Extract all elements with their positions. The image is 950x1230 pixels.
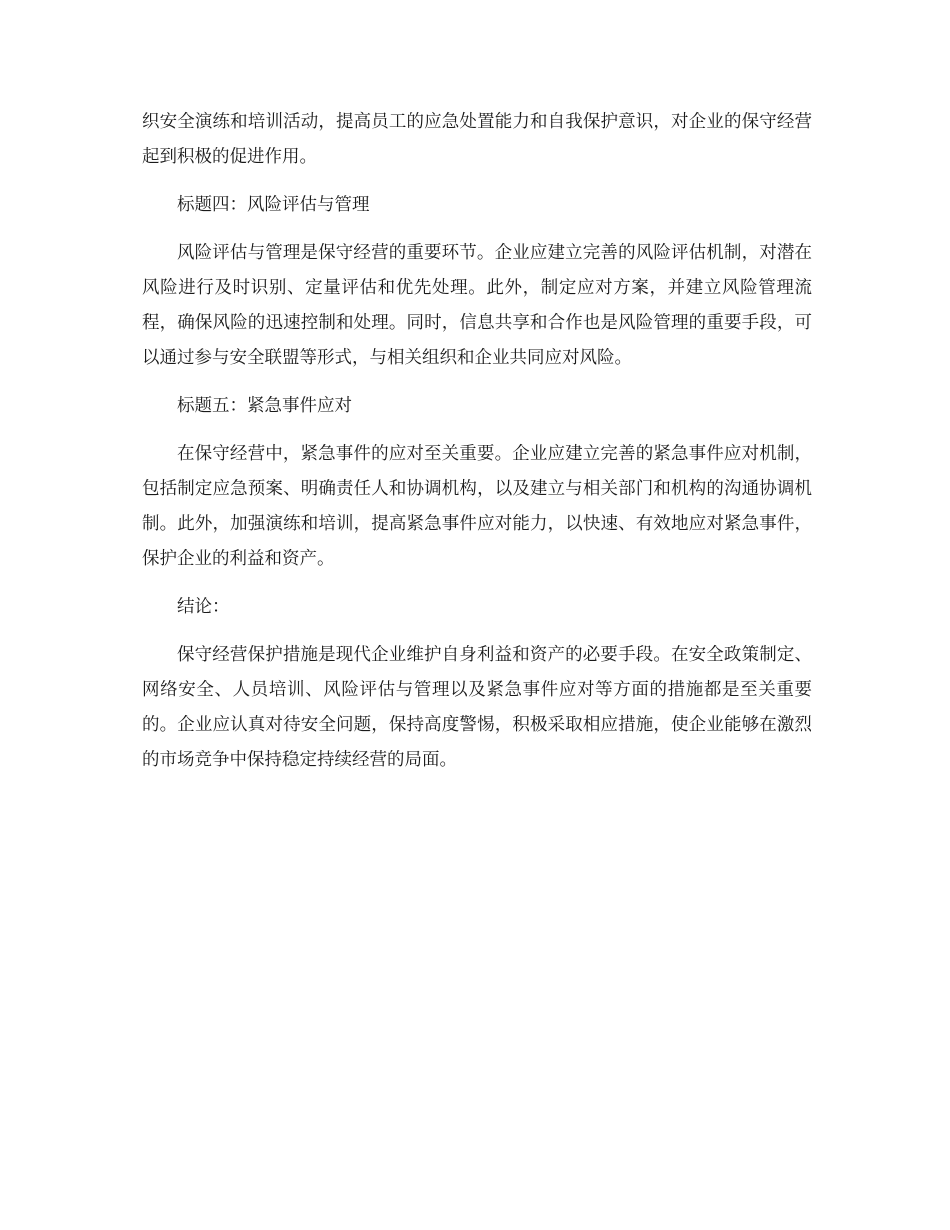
section-heading-conclusion: 结论： <box>177 597 230 617</box>
section-heading-risk: 标题四：风险评估与管理 <box>177 195 370 215</box>
paragraph-continued: 织安全演练和培训活动，提高员工的应急处置能力和自我保护意识，对企业的保守经营起到积极的促进作用。 <box>142 112 812 167</box>
paragraph-emergency: 在保守经营中，紧急事件的应对至关重要。企业应建立完善的紧急事件应对机制，包括制定应急预案、明确责任人和协调机构，以及建立与相关部门和机构的沟通协调机制。此外，加强演练和培训，提高紧急事件应对能力，以快速、有效地应对紧急事件，保护企业的利益和资产。 <box>142 444 812 569</box>
document-body <box>142 105 812 791</box>
section-heading-emergency: 标题五：紧急事件应对 <box>177 396 352 416</box>
paragraph-risk: 风险评估与管理是保守经营的重要环节。企业应建立完善的风险评估机制，对潜在风险进行及时识别、定量评估和优先处理。此外，制定应对方案，并建立风险管理流程，确保风险的迅速控制和处理。同时，信息共享和合作也是风险管理的重要手段，可以通过参与安全联盟等形式，与相关组织和企业共同应对风险。 <box>142 243 812 368</box>
paragraph-conclusion: 保守经营保护措施是现代企业维护自身利益和资产的必要手段。在安全政策制定、网络安全、人员培训、风险评估与管理以及紧急事件应对等方面的措施都是至关重要的。企业应认真对待安全问题，保持高度警惕，积极采取相应措施，使企业能够在激烈的市场竞争中保持稳定持续经营的局面。 <box>142 645 812 770</box>
